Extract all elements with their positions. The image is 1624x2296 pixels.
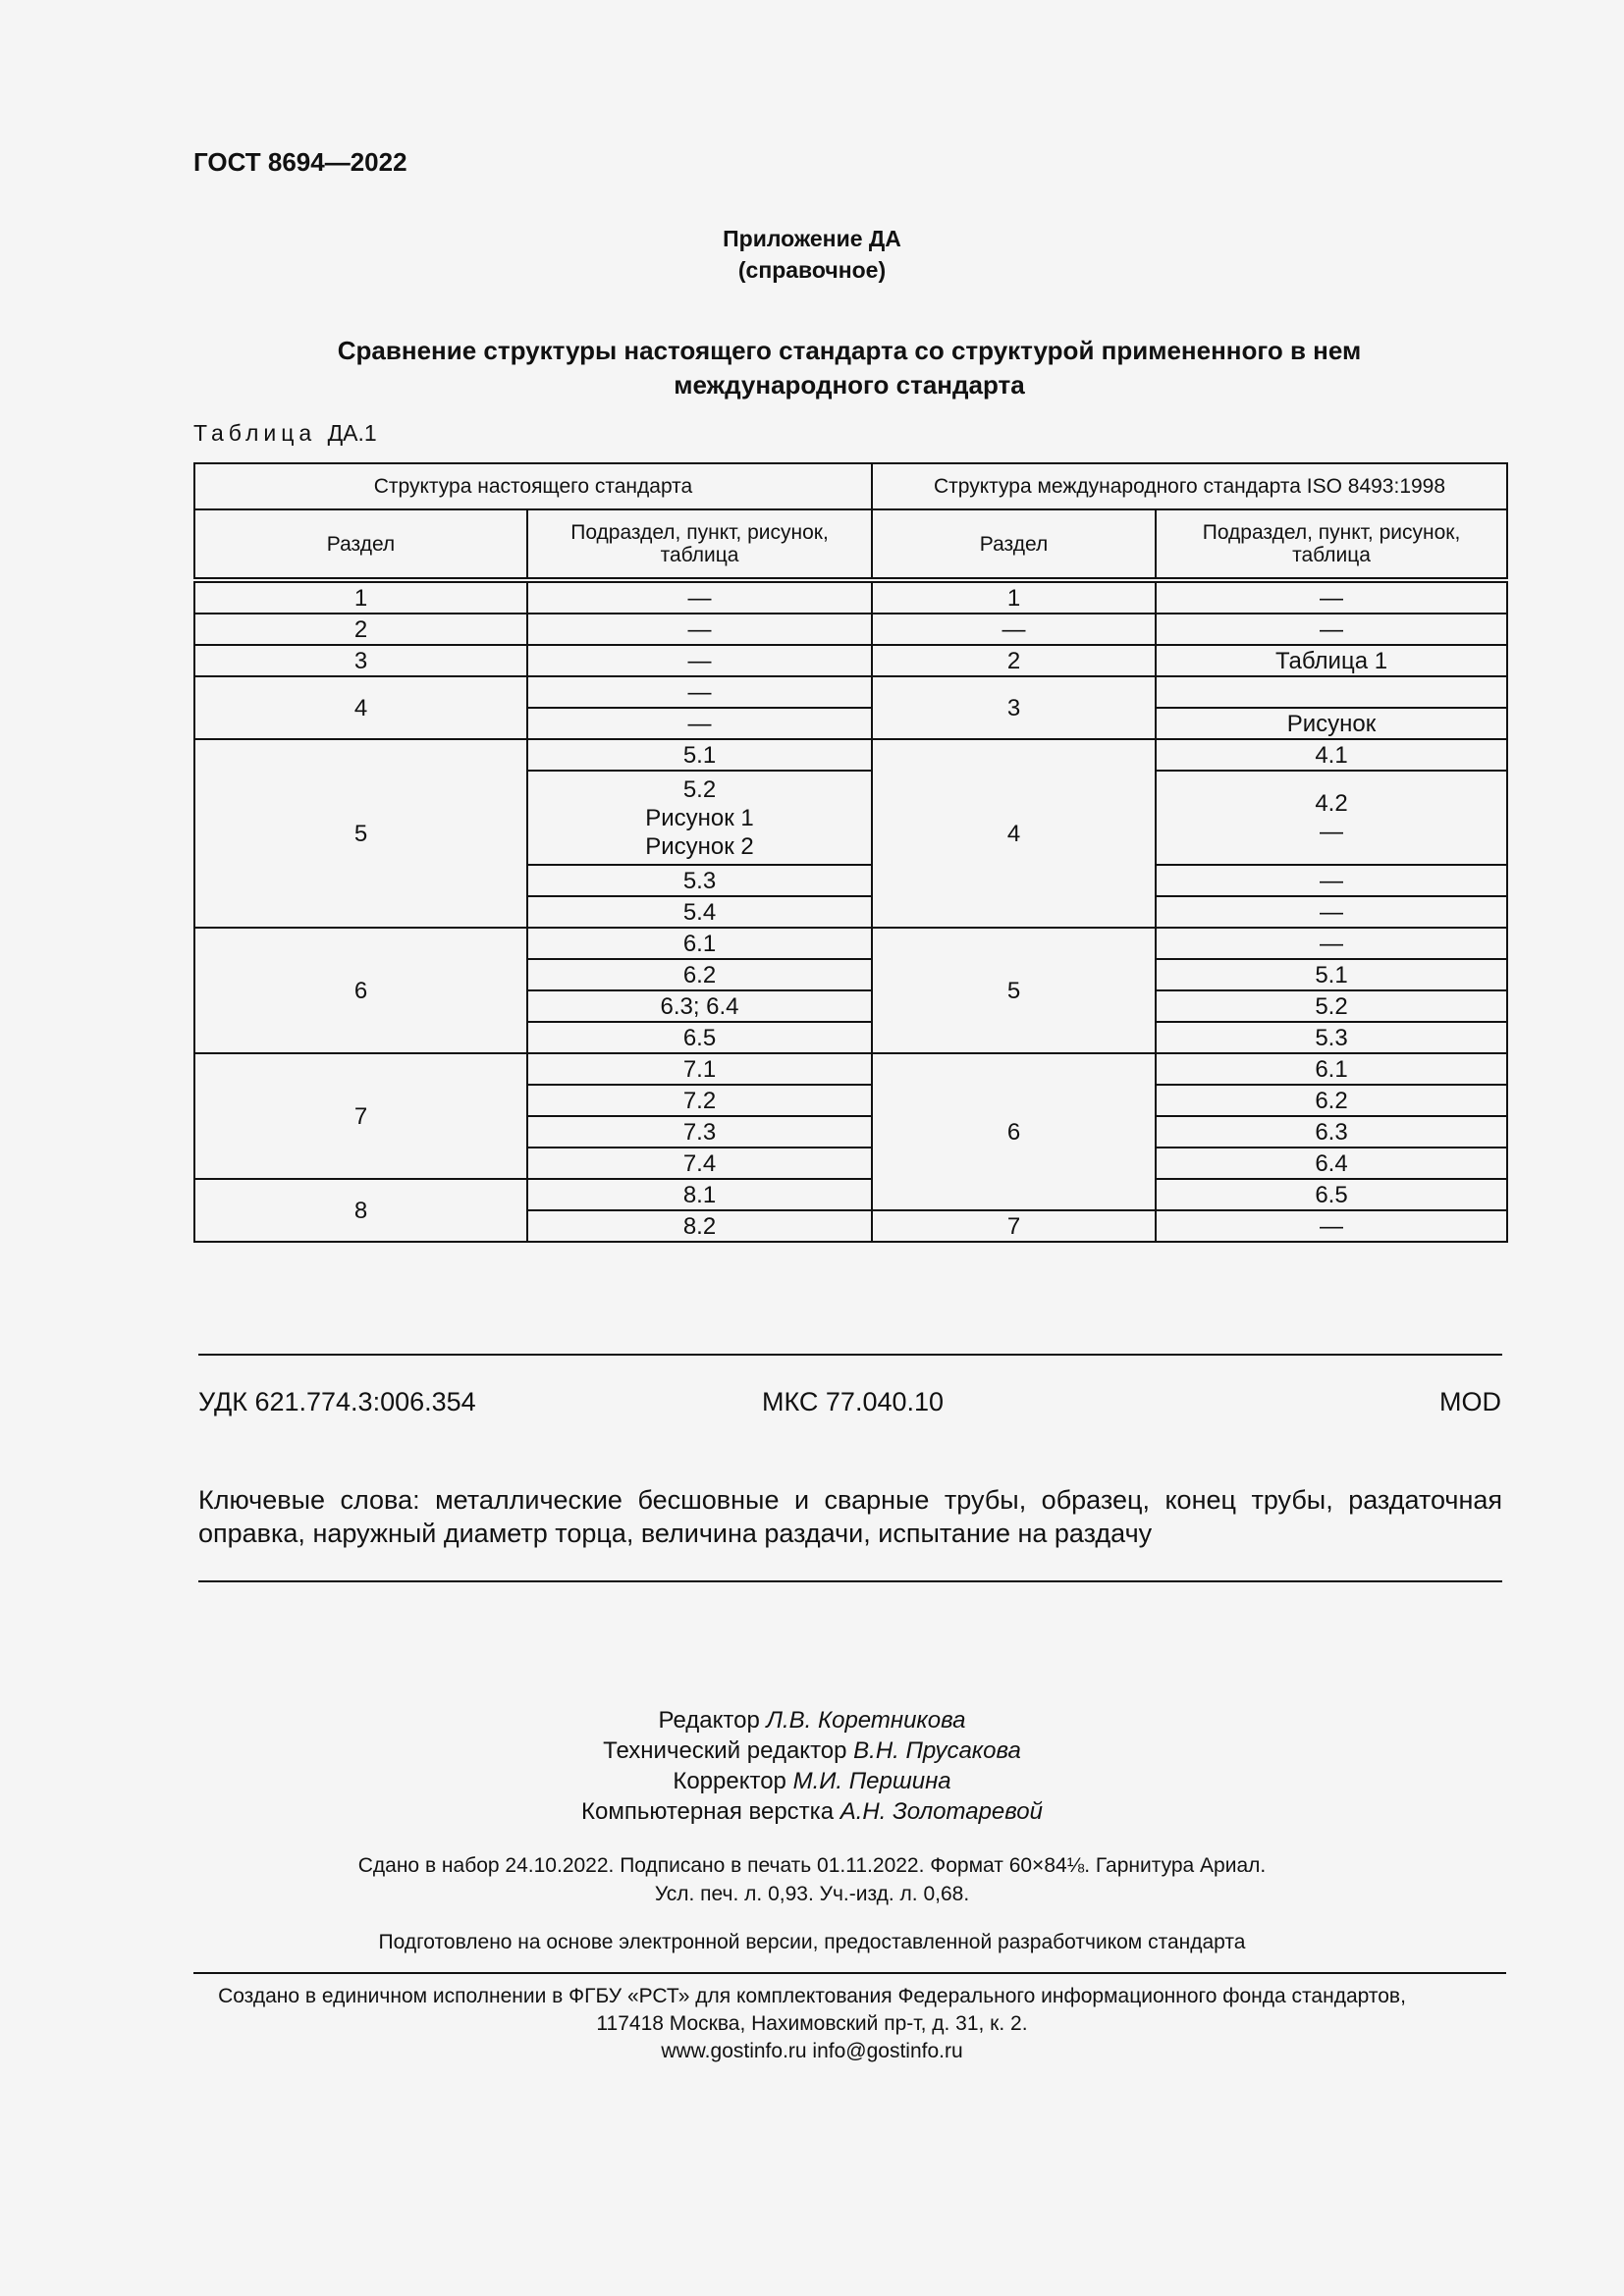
header-iso-standard: Структура международного стандарта ISO 8493:1998 <box>872 463 1507 509</box>
table-row <box>194 928 1507 959</box>
divider <box>198 1354 1502 1356</box>
cell-subsection: 5.3 <box>527 865 872 896</box>
cell-subsection: — <box>527 708 872 739</box>
table-row <box>194 614 1507 645</box>
header-iso-subsection <box>1156 509 1507 580</box>
cell-subsection: — <box>527 580 872 614</box>
credit-line <box>0 1735 1624 1766</box>
header-iso-subsection-line-2: таблица <box>1292 544 1371 566</box>
credits <box>0 1705 1624 1827</box>
cell-iso-subsection: — <box>1156 580 1507 614</box>
cell-subsection: 6.1 <box>527 928 872 959</box>
cell-subsection <box>527 771 872 865</box>
table-row <box>194 1053 1507 1085</box>
credit-name: В.Н. Прусакова <box>853 1737 1021 1764</box>
cell-section: 1 <box>194 580 527 614</box>
cell-section: 6 <box>194 928 527 1053</box>
cell-iso-section: 5 <box>872 928 1156 1053</box>
table-subheader-row <box>194 509 1507 580</box>
cell-subsection: 5.1 <box>527 739 872 771</box>
cell-subsection: 5.4 <box>527 896 872 928</box>
table-row <box>194 580 1507 614</box>
cell-subsection: 6.3; 6.4 <box>527 990 872 1022</box>
publisher-links: www.gostinfo.ru info@gostinfo.ru <box>661 2040 963 2062</box>
cell-subsection: 7.1 <box>527 1053 872 1085</box>
header-section: Раздел <box>194 509 527 580</box>
cell-subsection: 7.2 <box>527 1085 872 1116</box>
subsection-item: Рисунок 1 <box>645 804 754 831</box>
cell-iso-subsection: 4.1 <box>1156 739 1507 771</box>
header-subsection-line-2: таблица <box>660 544 739 566</box>
cell-iso-subsection: — <box>1156 1210 1507 1242</box>
cell-section: 4 <box>194 676 527 739</box>
cell-iso-subsection <box>1156 676 1507 708</box>
udk-code: УДК 621.774.3:006.354 <box>198 1387 476 1416</box>
modification-code: MOD <box>1439 1387 1501 1416</box>
cell-section: 5 <box>194 739 527 928</box>
cell-iso-subsection: 5.1 <box>1156 959 1507 990</box>
cell-subsection: 8.1 <box>527 1179 872 1210</box>
cell-iso-section: 7 <box>872 1210 1156 1242</box>
header-iso-subsection-line-1: Подраздел, пункт, рисунок, <box>1202 521 1461 544</box>
header-subsection-line-1: Подраздел, пункт, рисунок, <box>570 521 829 544</box>
table-label-word: Таблица <box>193 420 317 446</box>
appendix-heading <box>245 334 1453 402</box>
cell-iso-subsection: 6.4 <box>1156 1148 1507 1179</box>
cell-iso-section: 4 <box>872 739 1156 928</box>
mks-code: МКС 77.040.10 <box>762 1387 945 1416</box>
cell-subsection: — <box>527 614 872 645</box>
cell-iso-subsection: — <box>1156 896 1507 928</box>
subsection-item: 5.2 <box>682 775 717 803</box>
table-label <box>193 420 377 447</box>
table-row <box>194 645 1507 676</box>
cell-section: 3 <box>194 645 527 676</box>
cell-subsection: 6.5 <box>527 1022 872 1053</box>
prepared-note: Подготовлено на основе электронной версии, предоставленной разработчиком стандарта <box>378 1931 1246 1953</box>
heading-line-1: Сравнение структуры настоящего стандарта со структурой примененного в нем <box>337 336 1362 365</box>
cell-iso-section: 3 <box>872 676 1156 739</box>
table-row <box>194 676 1507 708</box>
cell-iso-subsection: Таблица 1 <box>1156 645 1507 676</box>
cell-iso-subsection: 6.1 <box>1156 1053 1507 1085</box>
cell-iso-subsection: — <box>1156 865 1507 896</box>
cell-section: 8 <box>194 1179 527 1242</box>
cell-section: 2 <box>194 614 527 645</box>
cell-iso-section: — <box>872 614 1156 645</box>
credit-line <box>0 1705 1624 1735</box>
cell-subsection: — <box>527 645 872 676</box>
cell-iso-subsection: Рисунок <box>1156 708 1507 739</box>
header-iso-section: Раздел <box>872 509 1156 580</box>
divider <box>193 1972 1506 1974</box>
credit-name: Л.В. Коретникова <box>766 1707 966 1734</box>
cell-subsection: 7.3 <box>527 1116 872 1148</box>
credit-name: М.И. Першина <box>792 1768 951 1794</box>
cell-subsection: 6.2 <box>527 959 872 990</box>
cell-iso-subsection: 6.2 <box>1156 1085 1507 1116</box>
credit-role: Компьютерная верстка <box>581 1798 835 1825</box>
credit-line <box>0 1766 1624 1796</box>
cell-iso-section: 2 <box>872 645 1156 676</box>
print-info <box>0 1851 1624 1908</box>
cell-iso-section: 6 <box>872 1053 1156 1210</box>
keywords: Ключевые слова: металлические бесшовные и сварные трубы, образец, конец трубы, раздаточная оправка, наружный диаметр торца, величина раздачи, испытание на раздачу <box>198 1485 1502 1548</box>
header-current-standard: Структура настоящего стандарта <box>194 463 872 509</box>
header-subsection <box>527 509 872 580</box>
table-label-number: ДА.1 <box>327 420 377 446</box>
cell-subsection: 8.2 <box>527 1210 872 1242</box>
print-info-line-1: Сдано в набор 24.10.2022. Подписано в печать 01.11.2022. Формат 60×84⅛. Гарнитура Ариал. <box>357 1854 1267 1877</box>
appendix-title: Приложение ДА <box>723 226 901 251</box>
cell-section: 7 <box>194 1053 527 1179</box>
credit-role: Технический редактор <box>603 1737 847 1764</box>
credit-name: А.Н. Золотаревой <box>839 1798 1043 1825</box>
divider <box>198 1580 1502 1582</box>
print-info-line-2: Усл. печ. л. 0,93. Уч.-изд. л. 0,68. <box>654 1883 970 1905</box>
cell-iso-subsection: — <box>1156 614 1507 645</box>
cell-iso-subsection: 6.5 <box>1156 1179 1507 1210</box>
publisher-info <box>0 1983 1624 2065</box>
credit-role: Редактор <box>658 1707 760 1734</box>
cell-iso-subsection <box>1156 771 1507 865</box>
publisher-line-1: Создано в единичном исполнении в ФГБУ «РСТ» для комплектования Федерального информационного фонда стандартов, <box>218 1985 1406 2007</box>
credit-line <box>0 1796 1624 1827</box>
cell-iso-subsection: 5.3 <box>1156 1022 1507 1053</box>
cell-iso-subsection: 6.3 <box>1156 1116 1507 1148</box>
table-row <box>194 739 1507 771</box>
table-header-row <box>194 463 1507 509</box>
comparison-table <box>193 462 1508 1243</box>
credit-role: Корректор <box>673 1768 786 1794</box>
cell-subsection: — <box>527 676 872 708</box>
cell-iso-subsection: — <box>1156 928 1507 959</box>
table-row <box>194 1179 1507 1210</box>
cell-iso-subsection: 5.2 <box>1156 990 1507 1022</box>
iso-subsection-item: 4.2 <box>1315 790 1348 817</box>
appendix-kind: (справочное) <box>737 257 887 283</box>
subsection-item: Рисунок 2 <box>645 832 754 860</box>
cell-subsection: 7.4 <box>527 1148 872 1179</box>
document-code: ГОСТ 8694—2022 <box>193 147 407 177</box>
iso-subsection-item: — <box>1320 819 1344 845</box>
heading-line-2: международного стандарта <box>674 370 1025 400</box>
publisher-line-2: 117418 Москва, Нахимовский пр-т, д. 31, к. 2. <box>596 2012 1028 2035</box>
cell-iso-section: 1 <box>872 580 1156 614</box>
